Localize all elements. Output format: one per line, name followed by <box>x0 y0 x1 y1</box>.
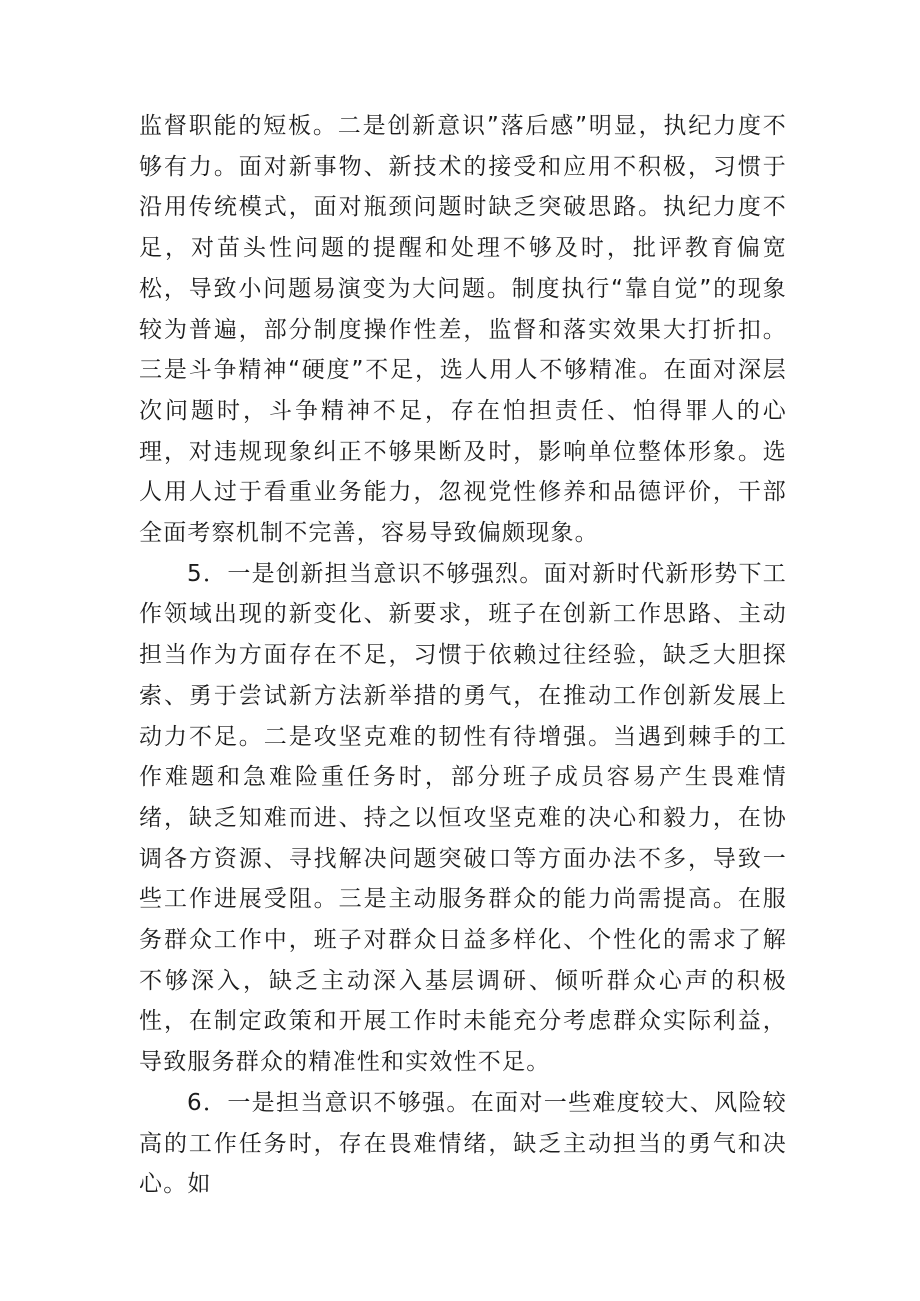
paragraph-item-6: 6．一是担当意识不够强。在面对一些难度较大、风险较高的工作任务时，存在畏难情绪，缺乏主动担当的勇气和决心。如 <box>139 1089 787 1198</box>
paragraph-item-5: 5．一是创新担当意识不够强烈。面对新时代新形势下工作领域出现的新变化、新要求，班子在创新工作思路、主动担当作为方面存在不足，习惯于依赖过往经验，缺乏大胆探索、勇于尝试新方法新举措的勇气，在推动工作创新发展上动力不足。二是攻坚克难的韧性有待增强。当遇到棘手的工作难题和急难险重任务时，部分班子成员容易产生畏难情绪，缺乏知难而进、持之以恒攻坚克难的决心和毅力，在协调各方资源、寻找解决问题突破口等方面办法不多，导致一些工作进展受阻。三是主动服务群众的能力尚需提高。在服务群众工作中，班子对群众日益多样化、个性化的需求了解不够深入，缺乏主动深入基层调研、倾听群众心声的积极性，在制定政策和开展工作时未能充分考虑群众实际利益，导致服务群众的精准性和实效性不足。 <box>139 560 787 1076</box>
document-body <box>139 106 787 1205</box>
paragraph-continuation: 监督职能的短板。二是创新意识”落后感”明显，执纪力度不够有力。面对新事物、新技术的接受和应用不积极，习惯于沿用传统模式，面对瓶颈问题时缺乏突破思路。执纪力度不足，对苗头性问题的提醒和处理不够及时，批评教育偏宽松，导致小问题易演变为大问题。制度执行“靠自觉”的现象较为普遍，部分制度操作性差，监督和落实效果大打折扣。三是斗争精神“硬度”不足，选人用人不够精准。在面对深层次问题时，斗争精神不足，存在怕担责任、怕得罪人的心理，对违规现象纠正不够果断及时，影响单位整体形象。选人用人过于看重业务能力，忽视党性修养和品德评价，干部全面考察机制不完善，容易导致偏颇现象。 <box>139 113 787 547</box>
